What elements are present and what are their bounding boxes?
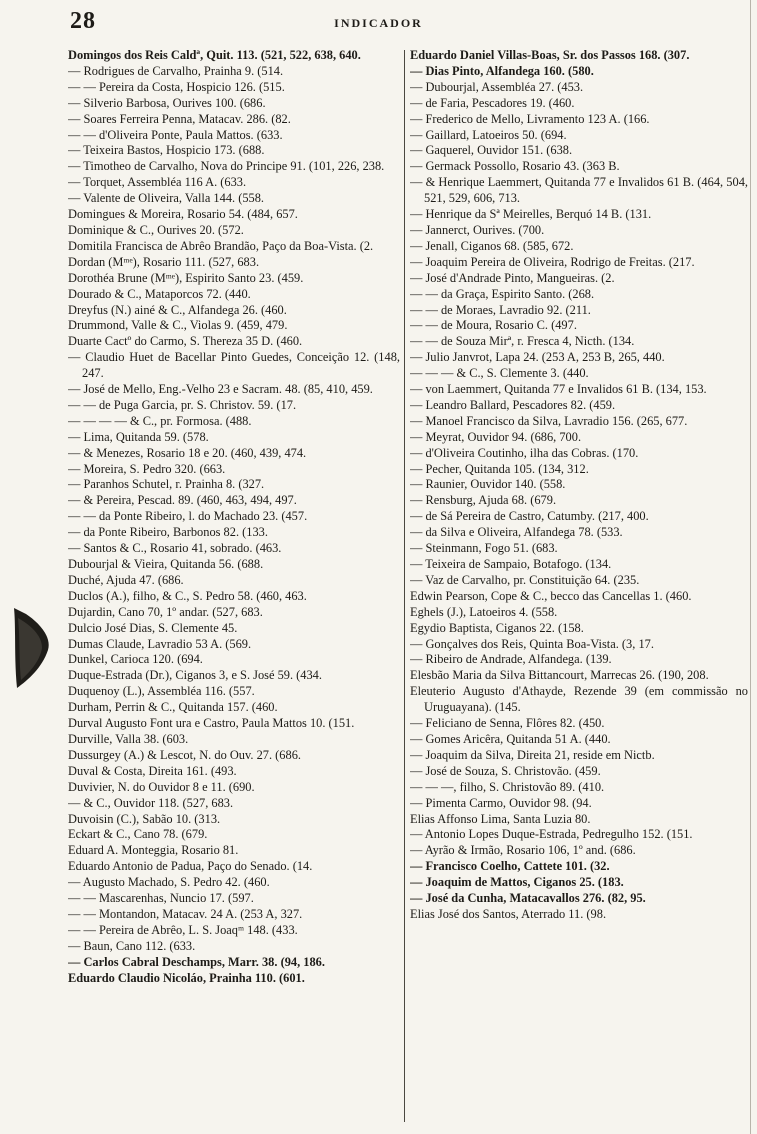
directory-entry: — Joaquim de Mattos, Ciganos 25. (183. [410,875,624,890]
directory-entry: — — Pereira da Costa, Hospicio 126. (515. [68,79,285,94]
directory-entry: Eduardo Daniel Villas-Boas, Sr. dos Passos 168. (307. [410,48,690,62]
directory-entry: — Jannerct, Ourives. (700. [410,222,545,237]
directory-entry: Duvivier, N. do Ouvidor 8 e 11. (690. [68,779,255,794]
directory-entry: Duque-Estrada (Dr.), Ciganos 3, e S. José 59. (434. [68,668,322,683]
directory-entry: Durham, Perrin & C., Quitanda 157. (460. [68,700,278,715]
directory-entry: — Ayrão & Irmão, Rosario 106, 1º and. (686. [410,843,636,858]
directory-entry: — Steinmann, Fogo 51. (683. [410,541,558,556]
directory-entry: — Dias Pinto, Alfandega 160. (580. [410,63,594,78]
directory-entry: Dubourjal & Vieira, Quitanda 56. (688. [68,557,264,571]
directory-entry: — Manoel Francisco da Silva, Lavradio 156. (265, 677. [410,413,688,428]
directory-entry: Dumas Claude, Lavradio 53 A. (569. [68,636,252,651]
directory-entry: Domitila Francisca de Abrêo Brandão, Paço da Boa-Vista. (2. [68,238,374,253]
directory-entry: — Jenall, Ciganos 68. (585, 672. [410,238,574,253]
directory-entry: — Joaquim da Silva, Direita 21, reside em Nictb. [410,747,655,762]
directory-entry: — Ribeiro de Andrade, Alfandega. (139. [410,652,612,667]
directory-entry: Eduard A. Monteggia, Rosario 81. [68,843,239,858]
directory-entry: — José de Souza, S. Christovão. (459. [410,763,601,778]
directory-entry: — José de Mello, Eng.-Velho 23 e Sacram. 48. (85, 410, 459. [68,382,373,397]
directory-entry: Duval & Costa, Direita 161. (493. [68,763,237,778]
directory-entry: — Timotheo de Carvalho, Nova do Principe 91. (101, 226, 238. [68,159,385,174]
directory-entry: — Leandro Ballard, Pescadores 82. (459. [410,397,616,412]
directory-entry: — Antonio Lopes Duque-Estrada, Pedregulho 152. (151. [410,827,693,842]
directory-entry: — — de Moura, Rosario C. (497. [410,318,577,333]
directory-entry: — d'Oliveira Coutinho, ilha das Cobras. (170. [410,445,639,460]
column-divider [404,50,405,1122]
directory-entry: Eckart & C., Cano 78. (679. [68,827,208,842]
directory-entry: — Francisco Coelho, Cattete 101. (32. [410,859,610,874]
directory-entry: — Meyrat, Ouvidor 94. (686, 700. [410,429,582,444]
directory-entry: Eduardo Antonio de Padua, Paço do Senado. (14. [68,859,313,874]
directory-entry: Dourado & C., Mataporcos 72. (440. [68,286,251,301]
directory-entry: — & Menezes, Rosario 18 e 20. (460, 439, 474. [68,445,307,460]
directory-entry: Eduardo Claudio Nicoláo, Prainha 110. (601. [68,970,305,985]
directory-entry: — Pimenta Carmo, Ouvidor 98. (94. [410,795,592,810]
directory-entry: — de Sá Pereira de Castro, Catumby. (217, 400. [410,509,649,524]
directory-entry: Dominique & C., Ourives 20. (572. [68,222,244,237]
directory-entry: — José da Cunha, Matacavallos 276. (82, 95. [410,891,646,906]
directory-entry: — — —, filho, S. Christovão 89. (410. [410,779,605,794]
directory-entry: Eleuterio Augusto d'Athayde, Rezende 39 (em commissão no Uruguayana). (145. [410,684,748,715]
directory-entry: — — de Puga Garcia, pr. S. Christov. 59. (17. [68,397,297,412]
directory-entry: Eghels (J.), Latoeiros 4. (558. [410,604,558,619]
directory-entry: Edwin Pearson, Cope & C., becco das Cancellas 1. (460. [410,588,692,603]
directory-entry: Duché, Ajuda 47. (686. [68,572,184,587]
directory-entry: — von Laemmert, Quitanda 77 e Invalidos 61 B. (134, 153. [410,382,707,397]
directory-entry: — Gaillard, Latoeiros 50. (694. [410,127,567,142]
left-column [68,48,400,1118]
directory-entry: — Carlos Cabral Deschamps, Marr. 38. (94, 186. [68,954,325,969]
directory-entry: — Rensburg, Ajuda 68. (679. [410,493,557,508]
directory-entry: Domingues & Moreira, Rosario 54. (484, 657. [68,207,298,222]
directory-entry: — Moreira, S. Pedro 320. (663. [68,461,226,476]
directory-entry: — Raunier, Ouvidor 140. (558. [410,477,566,492]
directory-entry: — Rodrigues de Carvalho, Prainha 9. (514. [68,63,284,78]
directory-entry: — — Mascarenhas, Nuncio 17. (597. [68,891,254,906]
directory-entry: — Paranhos Schutel, r. Prainha 8. (327. [68,477,265,492]
directory-entry: Drummond, Valle & C., Violas 9. (459, 479. [68,318,288,333]
directory-entry: — Claudio Huet de Bacellar Pinto Guedes, Conceição 12. (148, 247. [68,350,400,381]
directory-entry: — Gomes Aricêra, Quitanda 51 A. (440. [410,731,611,746]
directory-entry: — Baun, Cano 112. (633. [68,938,196,953]
directory-entry: — Feliciano de Senna, Flôres 82. (450. [410,716,605,731]
directory-entry: Dunkel, Carioca 120. (694. [68,652,203,667]
directory-entry: Duarte Cactº do Carmo, S. Thereza 35 D. (460. [68,334,303,349]
directory-entry: — Valente de Oliveira, Valla 144. (558. [68,191,265,206]
directory-entry: — Augusto Machado, S. Pedro 42. (460. [68,875,270,890]
directory-entry: — da Silva e Oliveira, Alfandega 78. (533. [410,525,623,540]
page-edge-rule [750,0,751,1134]
directory-entry: — Pecher, Quitanda 105. (134, 312. [410,461,589,476]
directory-entry: Dreyfus (N.) ainé & C., Alfandega 26. (460. [68,302,287,317]
directory-entry: — Santos & C., Rosario 41, sobrado. (463. [68,541,282,556]
directory-entry: — — da Graça, Espirito Santo. (268. [410,286,595,301]
directory-entry: Elias Affonso Lima, Santa Luzia 80. [410,811,591,826]
directory-entry: — & Henrique Laemmert, Quitanda 77 e Invalidos 61 B. (464, 504, 521, 529, 606, 713. [410,175,748,206]
directory-entry: — Soares Ferreira Penna, Matacav. 286. (82. [68,111,291,126]
directory-entry: — Teixeira Bastos, Hospicio 173. (688. [68,143,265,158]
directory-entry: — Julio Janvrot, Lapa 24. (253 A, 253 B, 265, 440. [410,350,665,365]
directory-entry: — da Ponte Ribeiro, Barbonos 82. (133. [68,525,268,540]
directory-entry: Dordan (Mᵐᵉ), Rosario 111. (527, 683. [68,254,260,269]
directory-entry: — Vaz de Carvalho, pr. Constituição 64. (235. [410,572,640,587]
directory-entry: — — de Souza Mirª, r. Fresca 4, Nicth. (134. [410,334,635,349]
directory-entry: — — Pereira de Abrêo, L. S. Joaqᵐ 148. (433. [68,922,298,937]
directory-entry: — — — & C., S. Clemente 3. (440. [410,366,589,381]
directory-entry: — — da Ponte Ribeiro, l. do Machado 23. (457. [68,509,308,524]
directory-entry: — Torquet, Assembléa 116 A. (633. [68,175,247,190]
directory-entry: — Henrique da Sª Meirelles, Berquó 14 B. (131. [410,207,652,222]
directory-entry: — Gaquerel, Ouvidor 151. (638. [410,143,573,158]
directory-entry: Duvoisin (C.), Sabão 10. (313. [68,811,221,826]
directory-entry: Durval Augusto Font ura e Castro, Paula Mattos 10. (151. [68,716,355,731]
directory-entry: — — — — & C., pr. Formosa. (488. [68,413,252,428]
directory-entry: — — de Moraes, Lavradio 92. (211. [410,302,591,317]
directory-entry: Dussurgey (A.) & Lescot, N. do Ouv. 27. (686. [68,747,301,762]
directory-entry: Elesbão Maria da Silva Bittancourt, Marrecas 26. (190, 208. [410,668,709,683]
directory-entry: Dujardin, Cano 70, 1º andar. (527, 683. [68,604,263,619]
directory-entry: — & Pereira, Pescad. 89. (460, 463, 494, 497. [68,493,297,508]
directory-entry: — Gonçalves dos Reis, Quinta Boa-Vista. (3, 17. [410,636,654,651]
directory-entry: — José d'Andrade Pinto, Mangueiras. (2. [410,270,615,285]
directory-entry: Elias José dos Santos, Aterrado 11. (98. [410,906,607,921]
directory-entry: — — Montandon, Matacav. 24 A. (253 A, 327. [68,906,303,921]
directory-entry: — Frederico de Mello, Livramento 123 A. (166. [410,111,650,126]
directory-entry: Domingos dos Reis Caldª, Quit. 113. (521, 522, 638, 640. [68,48,361,62]
directory-entry: Duquenoy (L.), Assembléa 116. (557. [68,684,255,699]
directory-entry: — & C., Ouvidor 118. (527, 683. [68,795,234,810]
directory-entry: — Germack Possollo, Rosario 43. (363 B. [410,159,620,174]
page-number: 28 [70,8,96,34]
directory-entry: — Dubourjal, Assembléa 27. (453. [410,79,584,94]
directory-entry: — Lima, Quitanda 59. (578. [68,429,209,444]
directory-entry: — Silverio Barbosa, Ourives 100. (686. [68,95,266,110]
directory-entry: — — d'Oliveira Ponte, Paula Mattos. (633. [68,127,283,142]
directory-entry: Durville, Valla 38. (603. [68,731,189,746]
directory-entry: Duclos (A.), filho, & C., S. Pedro 58. (460, 463. [68,588,307,603]
page-header [0,8,757,38]
directory-entry: — de Faria, Pescadores 19. (460. [410,95,575,110]
directory-entry: Egydio Baptista, Ciganos 22. (158. [410,620,584,635]
running-head: INDICADOR [334,16,423,30]
right-column [410,48,748,1118]
directory-entry: Dorothéa Brune (Mᵐᵉ), Espirito Santo 23. (459. [68,270,304,285]
directory-entry: Dulcio José Dias, S. Clemente 45. [68,620,238,635]
ink-blot-letter-d-icon [8,588,54,708]
directory-entry: — Joaquim Pereira de Oliveira, Rodrigo de Freitas. (217. [410,254,695,269]
directory-entry: — Teixeira de Sampaio, Botafogo. (134. [410,557,612,571]
